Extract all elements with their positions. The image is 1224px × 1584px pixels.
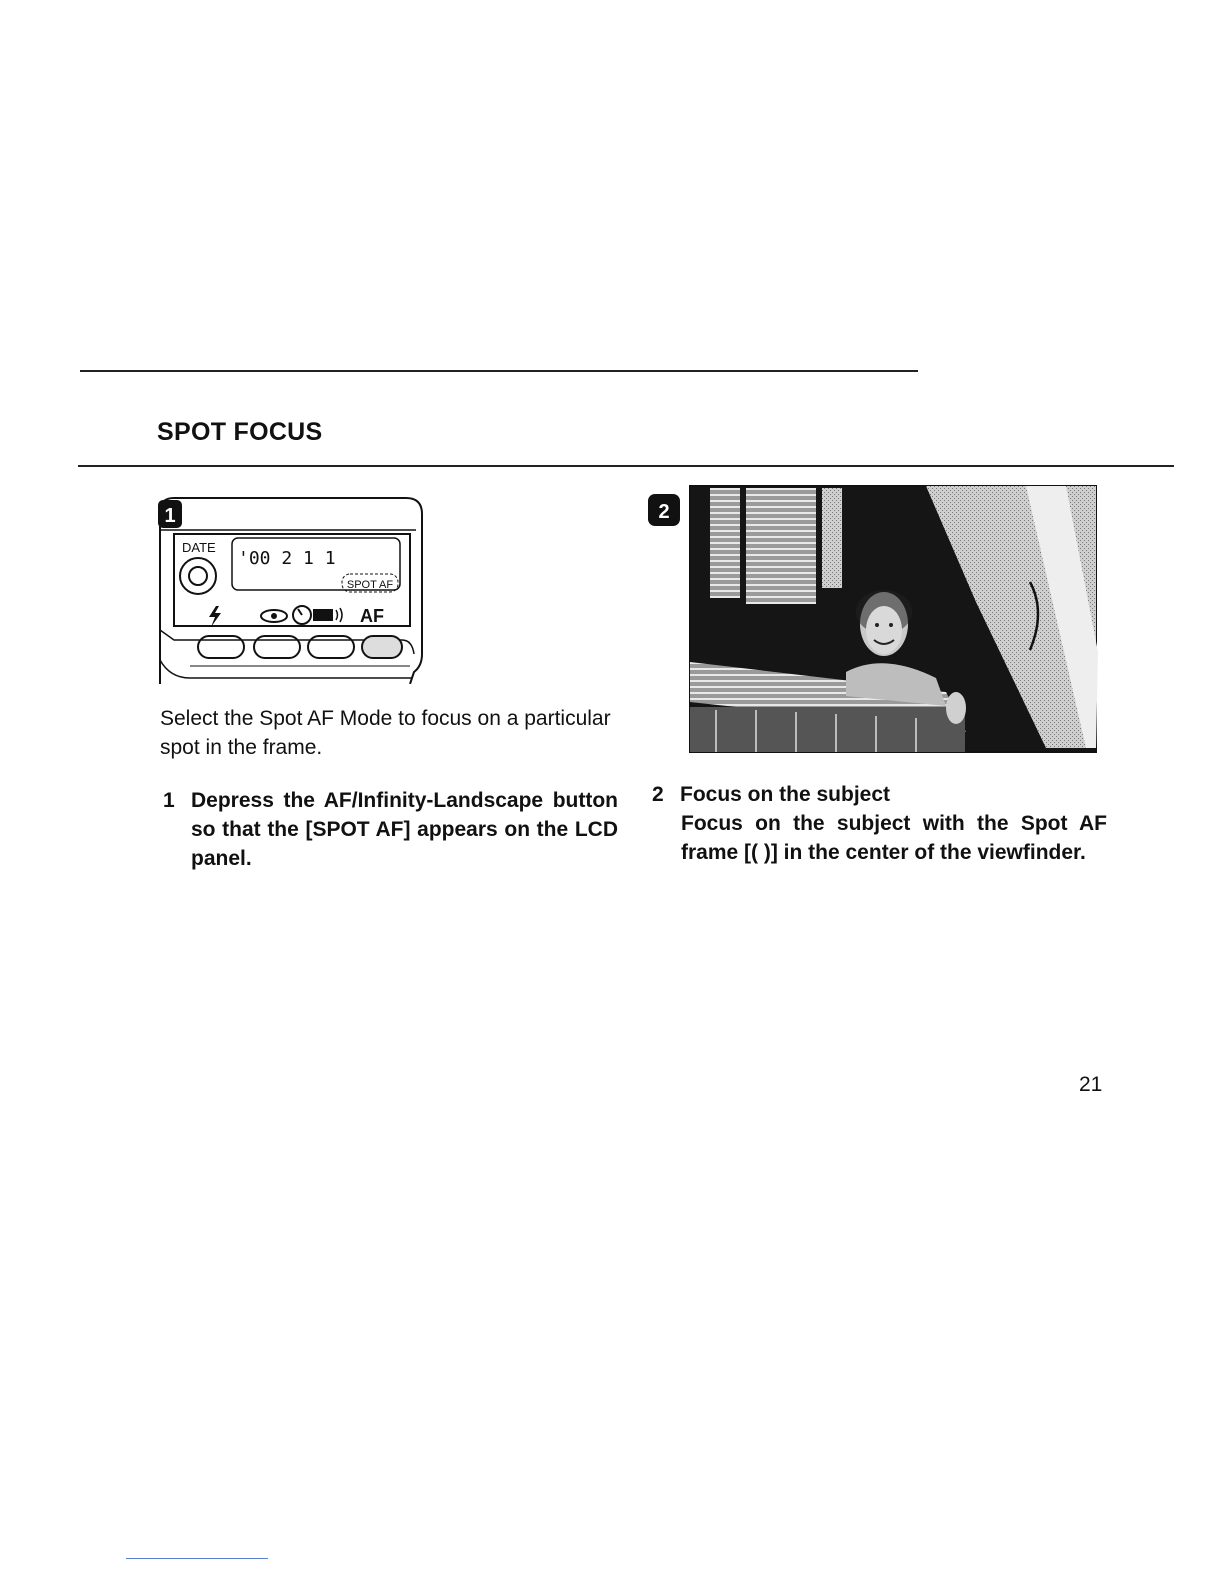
step-1	[163, 786, 618, 873]
step-2-heading: Focus on the subject	[680, 783, 891, 806]
svg-text:2: 2	[658, 501, 670, 523]
flash-icon	[209, 606, 221, 627]
step-2	[652, 780, 1107, 867]
date-button-icon	[180, 558, 216, 594]
top-rule	[80, 370, 918, 372]
page-number: 21	[1079, 1073, 1103, 1096]
remote-icon	[313, 608, 342, 622]
svg-text:1: 1	[164, 505, 176, 527]
step-1-text: Depress the AF/Infinity-Landscape button so that the [SPOT AF] appears on the LCD panel.	[191, 789, 618, 870]
bottom-rule	[126, 1558, 268, 1559]
step-2-text: Focus on the subject with the Spot AF frame [( )] in the center of the viewfinder.	[681, 812, 1107, 864]
title-underline	[78, 465, 1174, 467]
intro-paragraph: Select the Spot AF Mode to focus on a particular spot in the frame.	[160, 707, 611, 759]
date-label: DATE	[182, 540, 216, 555]
viewfinder-photo	[646, 482, 1098, 754]
step-2-number: 2	[652, 783, 664, 806]
lcd-digits: '00 2 1 1	[238, 548, 336, 569]
figure-1-badge	[158, 500, 182, 528]
step-1-number: 1	[163, 789, 175, 812]
figure-2-badge	[648, 494, 680, 526]
svg-text:SPOT AF: SPOT AF	[346, 579, 394, 591]
section-title: SPOT FOCUS	[157, 418, 323, 446]
spot-af-indicator	[342, 574, 398, 592]
red-eye-icon	[261, 610, 287, 622]
af-label: AF	[360, 606, 384, 626]
lcd-panel-illustration	[156, 494, 436, 684]
self-timer-icon	[293, 606, 311, 624]
